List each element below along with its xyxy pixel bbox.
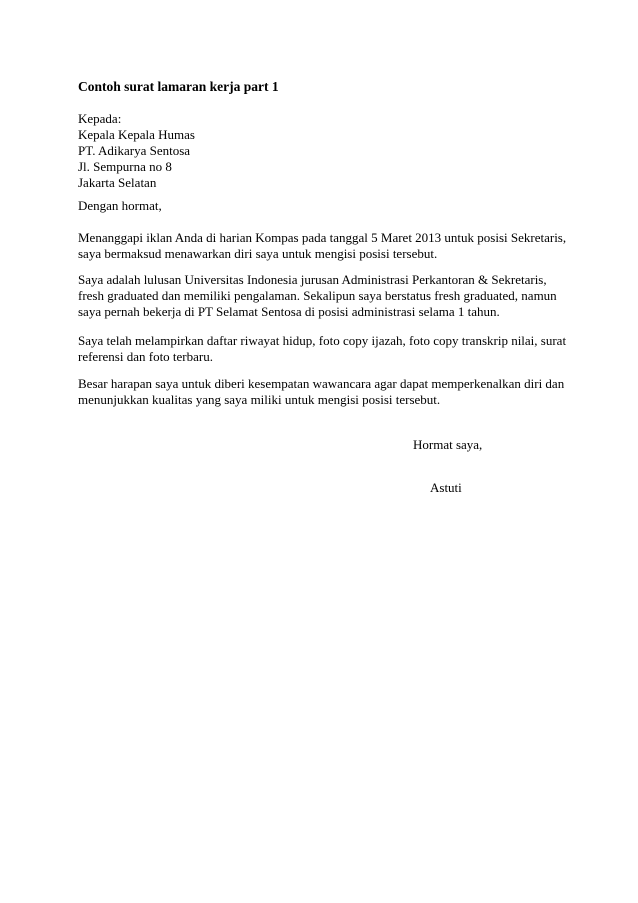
recipient-address — [78, 111, 578, 191]
paragraph-attachments — [78, 333, 578, 365]
paragraph-line: referensi dan foto terbaru. — [78, 349, 213, 364]
paragraph-line: menunjukkan kualitas yang saya miliki untuk mengisi posisi tersebut. — [78, 392, 441, 407]
paragraph-line: saya pernah bekerja di PT Selamat Sentosa di posisi administrasi selama 1 tahun. — [78, 304, 500, 319]
signer-name: Astuti — [430, 480, 462, 495]
recipient-line: PT. Adikarya Sentosa — [78, 143, 191, 158]
greeting: Dengan hormat, — [78, 198, 162, 213]
paragraph-line: fresh graduated dan memiliki pengalaman. Sekalipun saya berstatus fresh graduated, namun — [78, 288, 557, 303]
recipient-line: Kepala Kepala Humas — [78, 127, 195, 142]
recipient-line: Jakarta Selatan — [78, 175, 157, 190]
paragraph-hope — [78, 376, 578, 408]
paragraph-education — [78, 272, 578, 320]
paragraph-line: Menanggapi iklan Anda di harian Kompas pada tanggal 5 Maret 2013 untuk posisi Sekretaris, — [78, 230, 567, 245]
recipient-line: Jl. Sempurna no 8 — [78, 159, 172, 174]
paragraph-line: saya bermaksud menawarkan diri saya untuk mengisi posisi tersebut. — [78, 246, 438, 261]
paragraph-line: Saya telah melampirkan daftar riwayat hidup, foto copy ijazah, foto copy transkrip nilai, surat — [78, 333, 567, 348]
paragraph-line: Besar harapan saya untuk diberi kesempatan wawancara agar dapat memperkenalkan diri dan — [78, 376, 565, 391]
paragraph-job-ad — [78, 230, 578, 262]
recipient-line: Kepada: — [78, 111, 122, 126]
closing-salutation: Hormat saya, — [413, 437, 483, 452]
paragraph-line: Saya adalah lulusan Universitas Indonesia jurusan Administrasi Perkantoran & Sekretaris, — [78, 272, 547, 287]
letter-title: Contoh surat lamaran kerja part 1 — [78, 79, 279, 94]
